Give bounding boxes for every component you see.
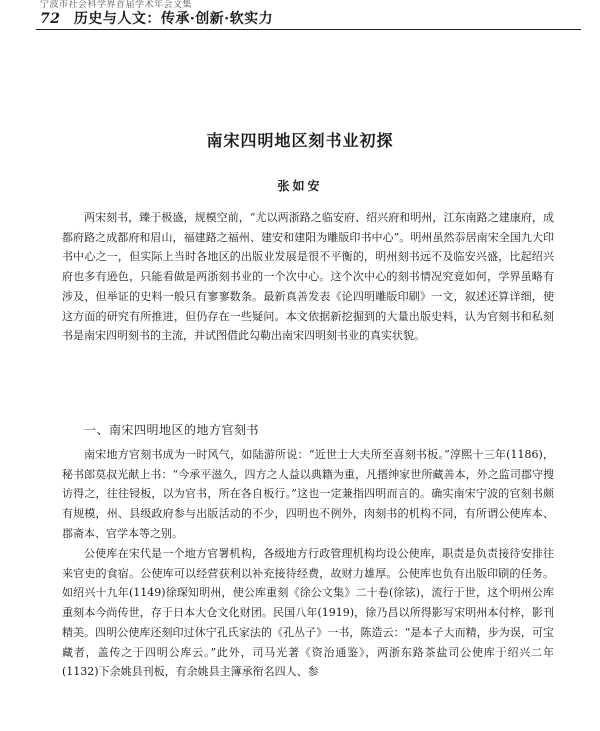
- running-head: 宁波市社会科学界首届学术年会文集: [40, 0, 193, 10]
- header-rule: [36, 29, 581, 30]
- body-paragraph-1: 南宋地方官刻书成为一时风气，如陆游所说：“近世士大夫所至喜刻书板。”淳熙十三年(1186)，秘书郎莫叔光献上书：“今承平滋久，四方之人益以典籍为重，凡搢绅家世所藏善本，外之监司郡守搜访得之，往往锓板，以为官书，所在各自板行。”这也一定兼指四明而言的。确实南宋宁波的官刻书颇有规模，州、县级政府参与出版活动的不少，四明也不例外，肉刻书的机构不同，有所谓公使库本、郡斋本、官学本等之别。: [62, 448, 554, 540]
- section-title: 历史与人文：传承·创新·软实力: [73, 11, 274, 27]
- page-number: 72: [40, 11, 61, 27]
- page-header: [40, 8, 273, 28]
- article-title: 南宋四明地区刻书业初探: [206, 131, 394, 150]
- body-paragraph-2: 公使库在宋代是一个地方官署机构，各级地方行政管理机构均设公使库，职责是负责接待安排往来官吏的食宿。公使库可以经营获利以补充接待经费，故财力雄厚。公使库也负有出版印刷的任务。如绍兴十九年(1149)徐琛知明州，使公库重刻《徐公文集》二十卷(徐铉)，流行于世，这个明州公库重刻本今尚传世，存于日本大仓文化财团。民国八年(1919)，徐乃昌以所得影写宋明州本付梓，影刊精美。四明公使库还刻印过休宁孔氏家法的《孔丛子》一书，陈造云：“是本子大而精，步为误，可宝藏者，盖传之于四明公库云。”此外，司马光著《资治通鉴》，两浙东路茶盐司公使库于绍兴二年(1132)下余姚县刊板，有余姚县主簿承衔名四人、参: [62, 547, 554, 679]
- intro-paragraph: 两宋刻书，臻于极盛，规模空前，“尤以两浙路之临安府、绍兴府和明州，江东南路之建康府，成都府路之成都府和眉山，福建路之福州、建安和建阳为雕版印书中心”。明州虽然忝居南宋全国九大印书中心之一，但实际上当时各地区的出版业发展是很不平衡的，明州刻书远不及临安兴盛，比起绍兴府也多有逊色，只能看做是两浙刻书业的一个次中心。这个次中心的刻书情况究竟如何，学界虽略有涉及，但举证的史料一般只有寥寥数条。最新真善发表《论四明雕版印刷》一文，叙述还算详细，使这方面的研究有所推进，但仍存在一些疑问。本文依据新挖掘到的大量出版史料，认为官刻书和私刻书是南宋四明刻书的主流，并试图借此勾勒出南宋四明刻书业的真实状貌。: [62, 211, 554, 343]
- section-heading: 一、南宋四明地区的地方官刻书: [84, 423, 260, 437]
- article-author: 张如安: [277, 179, 323, 193]
